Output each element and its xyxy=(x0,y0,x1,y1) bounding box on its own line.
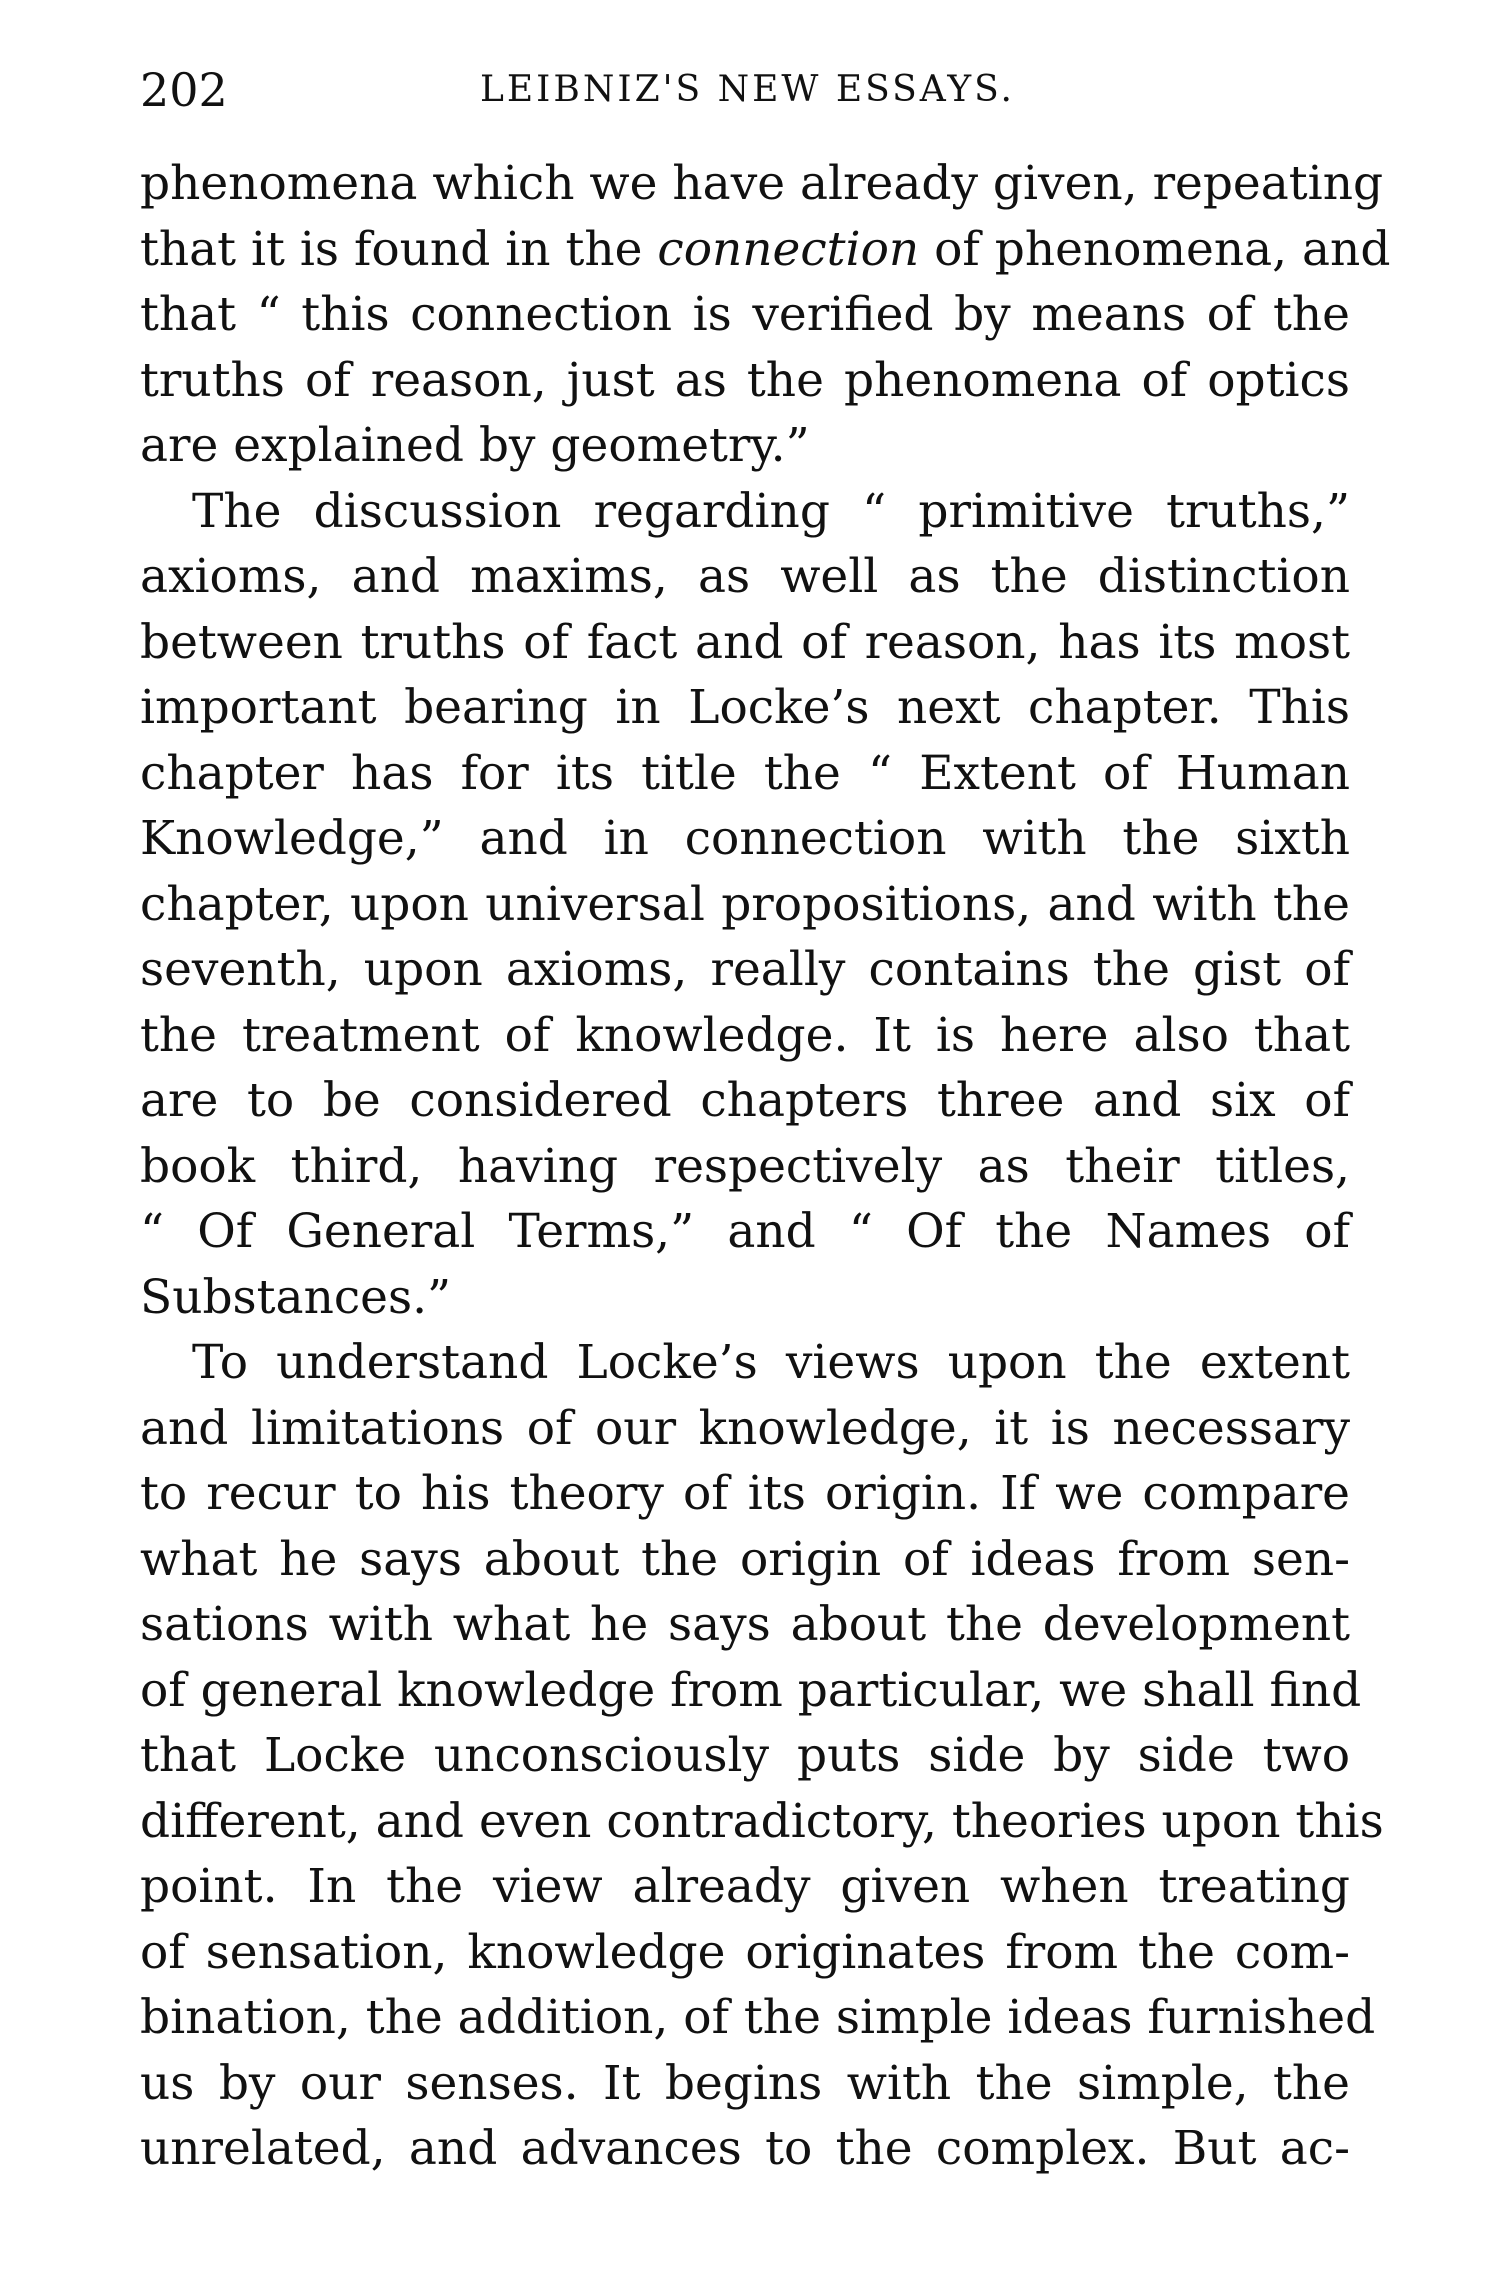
text-line: point. In the view already given when treating xyxy=(140,1859,1350,1914)
text-line: of general knowledge from particular, we shall find xyxy=(140,1662,1362,1718)
text-line: axioms, and maxims, as well as the distinction xyxy=(140,549,1350,604)
text-line: truths of reason, just as the phenomena of optics xyxy=(140,352,1350,408)
text-line: are explained by geometry.” xyxy=(140,418,810,473)
running-title: LEIBNIZ'S NEW ESSAYS. xyxy=(480,69,1015,110)
text-line xyxy=(140,217,1391,283)
text-line: chapter, upon universal propositions, and with the xyxy=(140,876,1350,932)
body-text xyxy=(140,151,1391,2182)
text-line: what he says about the origin of ideas from sen- xyxy=(140,1531,1350,1587)
text-line: important bearing in Locke’s next chapter. This xyxy=(140,680,1350,735)
text-line: sations with what he says about the development xyxy=(140,1597,1350,1652)
text-line: “ Of General Terms,” and “ Of the Names of xyxy=(140,1204,1350,1259)
text-line: To understand Locke’s views upon the extent xyxy=(192,1335,1350,1390)
text-line: that Locke unconsciously puts side by side two xyxy=(140,1728,1350,1783)
paragraph-1 xyxy=(140,151,1391,479)
text-line: chapter has for its title the “ Extent of Human xyxy=(140,745,1350,801)
text-line: Substances.” xyxy=(140,1269,452,1325)
running-head xyxy=(140,55,1350,125)
text-line: that “ this connection is verified by means of the xyxy=(140,287,1350,342)
text-line: different, and even contradictory, theories upon this xyxy=(140,1793,1384,1849)
page-number: 202 xyxy=(140,63,228,117)
text-line: The discussion regarding “ primitive truths,” xyxy=(192,483,1350,539)
text-line: seventh, upon axioms, really contains the gist of xyxy=(140,942,1350,997)
paragraph-2 xyxy=(140,479,1350,1331)
text-line: phenomena which we have already given, repeating xyxy=(140,156,1384,211)
text-line: of sensation, knowledge originates from the com- xyxy=(140,1924,1350,1980)
text-segment: of phenomena, and xyxy=(919,221,1391,277)
paragraph-3 xyxy=(140,1330,1384,2182)
text-segment: that it is found in the xyxy=(140,221,658,277)
text-line: us by our senses. It begins with the simple, the xyxy=(140,2055,1350,2111)
text-line: unrelated, and advances to the complex. But ac- xyxy=(140,2121,1350,2176)
italic-term: connection xyxy=(657,221,920,277)
text-line: are to be considered chapters three and six of xyxy=(140,1073,1350,1128)
text-line: bination, the addition, of the simple ideas furnished xyxy=(140,1990,1376,2045)
text-line: between truths of fact and of reason, has its most xyxy=(140,614,1350,670)
book-page xyxy=(140,55,1391,2182)
text-line: book third, having respectively as their titles, xyxy=(140,1138,1350,1194)
text-line: Knowledge,” and in connection with the sixth xyxy=(140,811,1350,866)
text-line: the treatment of knowledge. It is here also that xyxy=(140,1007,1350,1063)
text-line: to recur to his theory of its origin. If we compare xyxy=(140,1466,1350,1521)
text-line: and limitations of our knowledge, it is necessary xyxy=(140,1400,1350,1456)
